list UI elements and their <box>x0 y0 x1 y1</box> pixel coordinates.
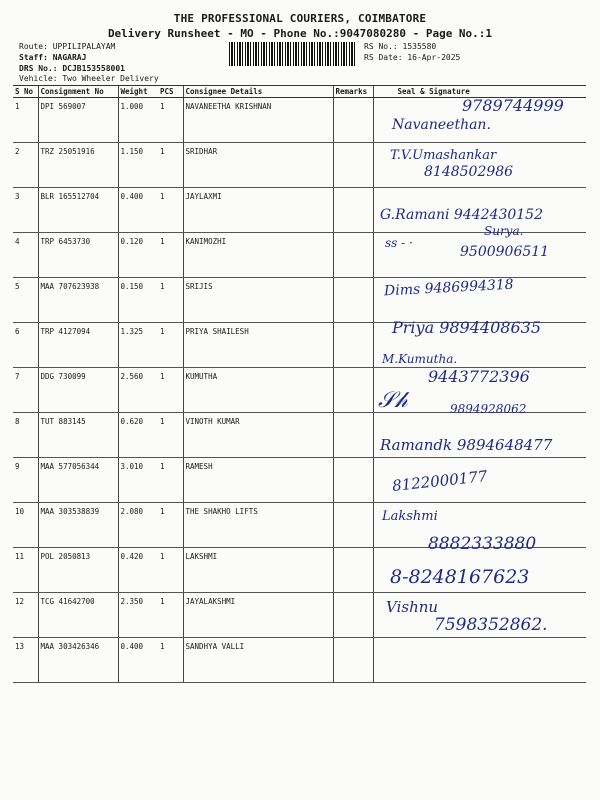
cell-pcs: 1 <box>158 548 183 593</box>
drs-value: DCJB153558001 <box>62 64 125 73</box>
cell-remarks <box>333 503 373 548</box>
drs-number <box>19 64 125 73</box>
rs-number: RS No.: 1535580 <box>364 42 437 51</box>
cell-sno: 1 <box>13 98 38 143</box>
cell-sno: 11 <box>13 548 38 593</box>
signature-11-name: Lakshmi <box>382 509 438 524</box>
signature-7-phone: 9443772396 <box>428 367 530 386</box>
signature-4-mark: ss - · <box>385 236 413 250</box>
cell-cno: MAA 707623938 <box>38 278 118 323</box>
cell-pcs: 1 <box>158 458 183 503</box>
cell-cno: DPI 569007 <box>38 98 118 143</box>
route-label: Route: UPPILIPALAYAM <box>19 42 116 51</box>
cell-remarks <box>333 458 373 503</box>
cell-cno: TUT 883145 <box>38 413 118 458</box>
table-row <box>13 638 586 683</box>
signature-6: Priya 9894408635 <box>392 318 541 337</box>
cell-weight: 0.400 <box>118 638 158 683</box>
cell-weight: 1.325 <box>118 323 158 368</box>
rs-date: RS Date: 16-Apr-2025 <box>364 53 461 62</box>
cell-sno: 4 <box>13 233 38 278</box>
cell-pcs: 1 <box>158 188 183 233</box>
cell-cno: POL 2050813 <box>38 548 118 593</box>
cell-weight: 0.120 <box>118 233 158 278</box>
cell-weight: 2.560 <box>118 368 158 413</box>
signature-12: 8-8248167623 <box>390 566 530 588</box>
cell-sno: 8 <box>13 413 38 458</box>
cell-pcs: 1 <box>158 368 183 413</box>
cell-sig <box>373 638 586 683</box>
staff-label: Staff: NAGARAJ <box>19 53 87 62</box>
cell-name: SRIJIS <box>183 278 333 323</box>
runsheet-subtitle: Delivery Runsheet - MO - Phone No.:9047080280 - Page No.:1 <box>107 27 493 40</box>
cell-weight: 0.420 <box>118 548 158 593</box>
signature-2-phone: 8148502986 <box>424 164 514 180</box>
col-sno: S No <box>13 86 38 98</box>
cell-pcs: 1 <box>158 233 183 278</box>
cell-name: VINOTH KUMAR <box>183 413 333 458</box>
cell-weight: 0.150 <box>118 278 158 323</box>
cell-cno: BLR 165512704 <box>38 188 118 233</box>
signature-4-phone: 9500906511 <box>460 244 550 260</box>
col-remarks: Remarks <box>333 86 373 98</box>
cell-weight: 3.010 <box>118 458 158 503</box>
cell-weight: 2.350 <box>118 593 158 638</box>
cell-remarks <box>333 413 373 458</box>
company-title: THE PROFESSIONAL COURIERS, COIMBATORE <box>173 12 427 25</box>
cell-remarks <box>333 188 373 233</box>
cell-name: NAVANEETHA KRISHNAN <box>183 98 333 143</box>
cell-remarks <box>333 278 373 323</box>
cell-weight: 2.080 <box>118 503 158 548</box>
cell-name: RAMESH <box>183 458 333 503</box>
cell-name: SRIDHAR <box>183 143 333 188</box>
signature-2-name: T.V.Umashankar <box>390 148 497 163</box>
barcode <box>229 42 356 66</box>
cell-sno: 13 <box>13 638 38 683</box>
signature-4-name: Surya. <box>484 224 524 238</box>
signature-3-4: G.Ramani 9442430152 <box>380 207 543 223</box>
cell-name: PRIYA SHAILESH <box>183 323 333 368</box>
signature-11-phone: 8882333880 <box>428 534 537 554</box>
cell-remarks <box>333 323 373 368</box>
cell-sno: 10 <box>13 503 38 548</box>
col-weight: Weight <box>118 86 158 98</box>
cell-sno: 6 <box>13 323 38 368</box>
cell-cno: TRP 4127094 <box>38 323 118 368</box>
cell-remarks <box>333 638 373 683</box>
signature-13-phone: 7598352862. <box>434 615 548 635</box>
signature-10: 8122000177 <box>391 467 489 495</box>
col-pcs: PCS <box>158 86 183 98</box>
cell-pcs: 1 <box>158 503 183 548</box>
cell-cno: DDG 730099 <box>38 368 118 413</box>
cell-name: JAYALAKSHMI <box>183 593 333 638</box>
cell-name: LAKSHMI <box>183 548 333 593</box>
signature-5: Dims 9486994318 <box>383 276 515 300</box>
cell-remarks <box>333 143 373 188</box>
signature-1-name: Navaneethan. <box>392 117 491 133</box>
signature-7-name: M.Kumutha. <box>382 352 458 366</box>
cell-pcs: 1 <box>158 638 183 683</box>
cell-name: JAYLAXMI <box>183 188 333 233</box>
cell-name: SANDHYA VALLI <box>183 638 333 683</box>
cell-sno: 9 <box>13 458 38 503</box>
cell-sno: 7 <box>13 368 38 413</box>
cell-weight: 1.000 <box>118 98 158 143</box>
col-consignment: Consignment No <box>38 86 118 98</box>
cell-remarks <box>333 548 373 593</box>
cell-cno: MAA 303426346 <box>38 638 118 683</box>
signature-13-name: Vishnu <box>386 598 439 616</box>
signature-8-mark: 𝒮𝒽 <box>378 388 408 413</box>
vehicle-label: Vehicle: Two Wheeler Delivery <box>19 74 159 83</box>
cell-pcs: 1 <box>158 143 183 188</box>
signature-8-phone: 9894928062 <box>450 402 527 416</box>
cell-pcs: 1 <box>158 278 183 323</box>
cell-pcs: 1 <box>158 98 183 143</box>
cell-sno: 12 <box>13 593 38 638</box>
cell-weight: 0.400 <box>118 188 158 233</box>
cell-remarks <box>333 593 373 638</box>
cell-pcs: 1 <box>158 413 183 458</box>
col-consignee: Consignee Details <box>183 86 333 98</box>
cell-weight: 1.150 <box>118 143 158 188</box>
cell-weight: 0.620 <box>118 413 158 458</box>
cell-name: THE SHAKHO LIFTS <box>183 503 333 548</box>
drs-label: DRS No.: <box>19 64 58 73</box>
signature-1-phone: 9789744999 <box>462 96 564 115</box>
cell-cno: TRP 6453730 <box>38 233 118 278</box>
col-signature: Seal & Signature <box>373 86 586 98</box>
cell-name: KUMUTHA <box>183 368 333 413</box>
cell-remarks <box>333 368 373 413</box>
cell-pcs: 1 <box>158 593 183 638</box>
signature-9: Ramandk 9894648477 <box>380 436 553 454</box>
cell-cno: TCG 41642700 <box>38 593 118 638</box>
cell-pcs: 1 <box>158 323 183 368</box>
cell-remarks <box>333 98 373 143</box>
cell-cno: TRZ 25051916 <box>38 143 118 188</box>
cell-sno: 3 <box>13 188 38 233</box>
cell-sno: 2 <box>13 143 38 188</box>
cell-cno: MAA 577056344 <box>38 458 118 503</box>
cell-sno: 5 <box>13 278 38 323</box>
cell-remarks <box>333 233 373 278</box>
cell-cno: MAA 303538839 <box>38 503 118 548</box>
cell-name: KANIMOZHI <box>183 233 333 278</box>
table-row <box>13 458 586 503</box>
